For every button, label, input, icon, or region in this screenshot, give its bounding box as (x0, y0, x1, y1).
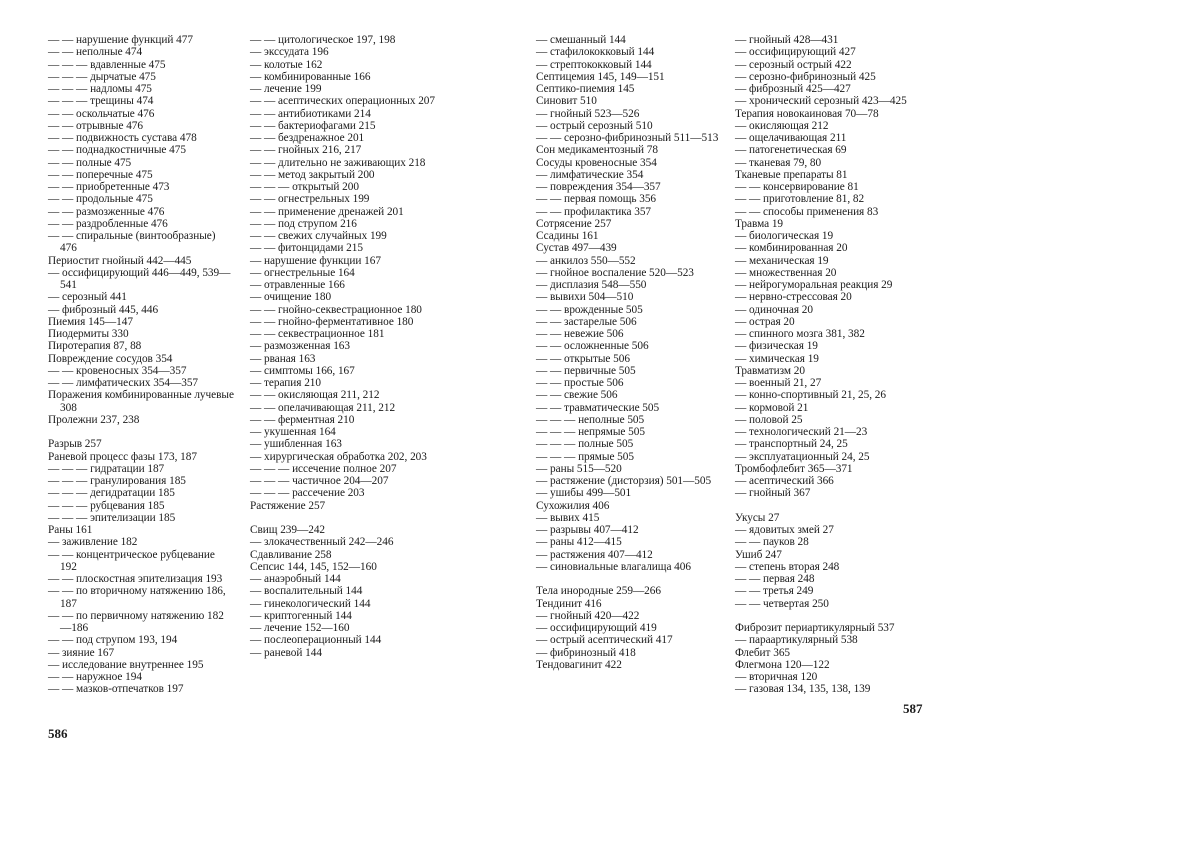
index-entry: — — — неполные 505 (536, 413, 645, 426)
index-entry: — — размозженные 476 (48, 205, 165, 218)
index-entry: Раневой процесс фазы 173, 187 (48, 450, 197, 463)
index-entry: — асептический 366 (735, 475, 834, 487)
index-entry: — раны 412—415 (536, 536, 622, 549)
index-entry: Сон медикаментозный 78 (536, 144, 659, 157)
index-entry: — гнойный 420—422 (536, 609, 640, 622)
index-entry: Синовит 510 (536, 95, 597, 108)
index-entry: Тендовагинит 422 (536, 658, 622, 671)
index-entry: Сосуды кровеносные 354 (536, 156, 657, 169)
index-entry: — — — рубцевания 185 (48, 499, 165, 512)
index-entry: — химическая 19 (735, 352, 819, 365)
index-entry: — лечение 152—160 (250, 622, 350, 634)
index-entry: Травма 19 (735, 217, 784, 230)
index-entry: Пиемия 145—147 (48, 315, 133, 328)
index-entry: Тромбофлебит 365—371 (735, 462, 853, 475)
index-entry: — очищение 180 (250, 291, 332, 304)
index-entry: — оссифицирующий 419 (536, 622, 657, 634)
index-entry: — — — вдавленные 475 (48, 58, 166, 71)
index-entry: — — поперечные 475 (48, 168, 153, 181)
index-entry: Разрыв 257 (48, 438, 102, 451)
index-entry: Сдавливание 258 (250, 548, 332, 561)
index-entry: — — гнойно-ферментативное 180 (250, 315, 414, 328)
index-entry: — — длительно не заживающих 218 (250, 156, 426, 169)
index-entry: — патогенетическая 69 (735, 144, 847, 157)
index-entry: — серозный острый 422 (735, 58, 852, 71)
index-entry: — — нарушение функций 477 (48, 34, 193, 46)
index-entry: — нейрогуморальная реакция 29 (735, 279, 893, 291)
index-entry: — кормовой 21 (735, 401, 809, 414)
index-entry: Тела инородные 259—266 (536, 585, 661, 598)
index-entry: — степень вторая 248 (735, 560, 840, 573)
index-entry: — — продольные 475 (48, 193, 153, 206)
index-entry: Раны 161 (48, 524, 93, 536)
index-entry: — серозно-фибринозный 425 (735, 70, 876, 83)
index-entry: — острая 20 (735, 315, 795, 328)
index-entry: Пиротерапия 87, 88 (48, 340, 142, 353)
index-entry: — злокачественный 242—246 (250, 536, 394, 549)
index-entry: — военный 21, 27 (735, 377, 822, 389)
index-entry: — послеоперационный 144 (250, 634, 382, 647)
index-entry: — — невежие 506 (536, 328, 624, 340)
index-entry: Свищ 239—242 (250, 524, 326, 536)
index-entry: — острый асептический 417 (536, 634, 673, 647)
index-entry: — тканевая 79, 80 (735, 156, 822, 169)
index-entry: — острый серозный 510 (536, 119, 653, 132)
index-entry: Тканевые препараты 81 (735, 168, 848, 181)
index-entry: — — — эпителизации 185 (48, 511, 176, 524)
index-entry: — — приготовление 81, 82 (735, 193, 865, 206)
index-entry: — исследование внутреннее 195 (48, 658, 204, 671)
index-entry: — — кровеносных 354—357 (48, 364, 187, 377)
section-gap (735, 500, 925, 512)
index-entry: — синовиальные влагалища 406 (536, 560, 691, 573)
index-entry: — — — дырчатые 475 (48, 70, 156, 83)
index-entry: — вторичная 120 (735, 671, 818, 683)
index-entry: — — гнойных 216, 217 (250, 144, 362, 157)
index-entry: — — открытые 506 (536, 352, 630, 365)
index-entry: — гнойное воспаление 520—523 (536, 266, 694, 279)
index-entry: Растяжение 257 (250, 499, 326, 512)
index-entry: — — опелачивающая 211, 212 (250, 401, 396, 414)
index-entry: — — спиральные (винтообразные) 476 (48, 230, 216, 255)
index-entry: — повреждения 354—357 (536, 181, 661, 193)
index-entry: — фибринозный 418 (536, 646, 636, 659)
index-entry: — вывихи 504—510 (536, 291, 634, 304)
index-entry: — — асептических операционных 207 (250, 95, 436, 108)
index-entry: — — под струпом 193, 194 (48, 634, 178, 647)
index-entry: — — — иссечение полное 207 (250, 462, 397, 475)
index-entry: — — секвестрационное 181 (250, 328, 385, 340)
index-entry: — — ферментная 210 (250, 413, 355, 426)
index-entry: — криптогенный 144 (250, 609, 352, 622)
index-entry: — — свежие 506 (536, 389, 618, 402)
index-entry: — — антибиотиками 214 (250, 107, 371, 120)
index-entry: — — профилактика 357 (536, 205, 652, 218)
section-gap (536, 573, 722, 585)
index-entry: — параартикулярный 538 (735, 634, 858, 647)
page-number-right: 587 (903, 701, 923, 716)
index-entry: — оссифицирующий 427 (735, 46, 856, 59)
index-entry: — — способы применения 83 (735, 205, 879, 218)
index-entry: — ощелачивающая 211 (735, 132, 847, 144)
index-entry: — — гнойно-секвестрационное 180 (250, 303, 422, 316)
section-gap (735, 610, 925, 622)
index-entry: — разрывы 407—412 (536, 524, 639, 536)
index-entry: — анкилоз 550—552 (536, 254, 636, 267)
index-entry: — — осложненные 506 (536, 340, 649, 353)
index-entry: — — — открытый 200 (250, 181, 359, 193)
index-entry: — огнестрельные 164 (250, 266, 355, 279)
index-entry: — — применение дренажей 201 (250, 205, 404, 218)
index-entry: — газовая 134, 135, 138, 139 (735, 683, 871, 696)
index-entry: — комбинированные 166 (250, 70, 371, 83)
index-entry: Поражения комбинированные лучевые 308 (48, 389, 234, 414)
index-entry: — раны 515—520 (536, 462, 622, 475)
index-entry: — — неполные 474 (48, 46, 143, 59)
index-entry: Повреждение сосудов 354 (48, 352, 173, 365)
index-entry: — рваная 163 (250, 352, 316, 365)
index-entry: — — оскольчатые 476 (48, 107, 155, 120)
index-entry: — половой 25 (735, 413, 803, 426)
index-entry: — хронический серозный 423—425 (735, 95, 907, 108)
index-entry: — — свежих случайных 199 (250, 230, 387, 242)
index-entry: — — — прямые 505 (536, 450, 634, 463)
index-entry: — зияние 167 (48, 646, 115, 659)
index-entry: — — врожденные 505 (536, 303, 643, 316)
index-entry: — укушенная 164 (250, 426, 336, 438)
index-entry: — ушибы 499—501 (536, 487, 632, 500)
index-entry: Ушиб 247 (735, 548, 782, 561)
index-entry: — лечение 199 (250, 83, 322, 95)
index-entry: Укусы 27 (735, 511, 780, 524)
index-entry: — множественная 20 (735, 266, 837, 279)
index-entry: — — простые 506 (536, 377, 624, 389)
index-entry: — — — рассечение 203 (250, 487, 365, 500)
index-entry: — — по первичному натяжению 182—186 (48, 609, 224, 634)
index-entry: — механическая 19 (735, 254, 829, 267)
index-entry: — гнойный 367 (735, 487, 811, 500)
index-entry: — колотые 162 (250, 58, 323, 71)
index-entry: Пролежни 237, 238 (48, 413, 140, 426)
index-entry: Периостит гнойный 442—445 (48, 254, 192, 267)
index-entry: — нарушение функции 167 (250, 254, 381, 267)
index-entry: — — концентрическое рубцевание 192 (48, 548, 215, 573)
index-entry: Травматизм 20 (735, 364, 805, 377)
index-entry: — анаэробный 144 (250, 573, 341, 585)
index-entry: — растяжения 407—412 (536, 548, 653, 561)
index-entry: — гнойный 523—526 (536, 107, 640, 120)
index-entry: — окисляющая 212 (735, 119, 829, 132)
section-gap (250, 512, 436, 524)
index-entry: Пиодермиты 330 (48, 328, 129, 340)
index-entry: — смешанный 144 (536, 34, 626, 46)
index-entry: Тендинит 416 (536, 597, 602, 610)
index-entry: — лимфатические 354 (536, 168, 644, 181)
index-entry: — — консервирование 81 (735, 181, 859, 193)
index-column-3 (536, 34, 722, 671)
index-entry: — — метод закрытый 200 (250, 168, 375, 181)
index-entry: — одиночная 20 (735, 303, 813, 316)
index-entry: — серозный 441 (48, 291, 127, 304)
index-entry: — отравленные 166 (250, 279, 345, 291)
index-entry: — гинекологический 144 (250, 597, 371, 610)
index-entry: — растяжение (дисторзия) 501—505 (536, 475, 712, 487)
index-entry: — — окисляющая 211, 212 (250, 389, 380, 402)
index-entry: Ссадины 161 (536, 230, 599, 242)
index-entry: — физическая 19 (735, 340, 818, 353)
index-entry: — — бездренажное 201 (250, 132, 365, 144)
index-entry: Флегмона 120—122 (735, 658, 830, 671)
index-entry: — симптомы 166, 167 (250, 364, 355, 377)
index-entry: — — под струпом 216 (250, 217, 357, 230)
index-entry: — — первая помощь 356 (536, 193, 657, 206)
index-entry: — спинного мозга 381, 382 (735, 328, 865, 340)
index-entry: — хирургическая обработка 202, 203 (250, 450, 427, 463)
index-entry: — технологический 21—23 (735, 426, 868, 438)
index-entry: — фиброзный 425—427 (735, 83, 851, 95)
index-entry: — фиброзный 445, 446 (48, 303, 159, 316)
index-entry: — заживление 182 (48, 536, 138, 549)
index-entry: — оссифицирующий 446—449, 539—541 (48, 266, 231, 291)
index-entry: — ушибленная 163 (250, 438, 342, 451)
index-entry: — ядовитых змей 27 (735, 524, 834, 536)
index-entry: — — огнестрельных 199 (250, 193, 370, 206)
index-entry: — — поднадкостничные 475 (48, 144, 186, 157)
index-entry: Сотрясение 257 (536, 217, 612, 230)
index-entry: — эксплуатационный 24, 25 (735, 450, 870, 463)
index-entry: — — первая 248 (735, 573, 815, 585)
index-entry: — — мазков-отпечатков 197 (48, 683, 184, 696)
index-entry: — — лимфатических 354—357 (48, 377, 199, 389)
index-entry: — биологическая 19 (735, 230, 834, 242)
index-entry: — терапия 210 (250, 377, 321, 389)
index-entry: — — пауков 28 (735, 536, 809, 549)
index-entry: — комбинированная 20 (735, 242, 848, 255)
index-entry: — — третья 249 (735, 585, 814, 598)
index-entry: — стафилококковый 144 (536, 46, 655, 59)
index-entry: — — полные 475 (48, 156, 132, 169)
index-entry: — — застарелые 506 (536, 315, 637, 328)
index-entry: Флебит 365 (735, 646, 791, 659)
index-entry: Септицемия 145, 149—151 (536, 70, 665, 83)
page-number-left: 586 (48, 726, 68, 741)
index-entry: — — плоскостная эпителизация 193 (48, 573, 223, 585)
index-entry: — — — гидратации 187 (48, 462, 165, 475)
index-entry: — — подвижность сустава 478 (48, 132, 197, 144)
index-entry: — транспортный 24, 25 (735, 438, 848, 451)
index-entry: — — — непрямые 505 (536, 426, 645, 438)
index-entry: — раневой 144 (250, 646, 322, 659)
index-entry: — вывих 415 (536, 511, 600, 524)
index-entry: — — цитологическое 197, 198 (250, 34, 396, 46)
index-entry: — — серозно-фибринозный 511—513 (536, 132, 719, 144)
index-entry: — — по вторичному натяжению 186, 187 (48, 585, 226, 610)
index-entry: — гнойный 428—431 (735, 34, 839, 46)
index-entry: Сепсис 144, 145, 152—160 (250, 560, 377, 573)
index-entry: — экссудата 196 (250, 46, 329, 59)
index-column-2 (250, 34, 436, 659)
index-entry: — — отрывные 476 (48, 119, 144, 132)
index-entry: — — четвертая 250 (735, 597, 829, 610)
index-entry: — — — частичное 204—207 (250, 475, 389, 487)
index-entry: — конно-спортивный 21, 25, 26 (735, 389, 886, 402)
index-entry: — — травматические 505 (536, 401, 660, 414)
index-entry: — — — дегидратации 185 (48, 487, 175, 500)
index-entry: Терапия новокаиновая 70—78 (735, 107, 879, 120)
index-entry: — воспалительный 144 (250, 585, 363, 598)
index-entry: Сустав 497—439 (536, 242, 617, 255)
index-entry: — — — надломы 475 (48, 83, 152, 95)
index-column-4 (735, 34, 925, 696)
index-entry: — — бактериофагами 215 (250, 119, 376, 132)
index-column-1 (48, 34, 234, 696)
index-entry: — размозженная 163 (250, 340, 350, 353)
index-entry: — — приобретенные 473 (48, 181, 170, 193)
index-entry: — — раздробленные 476 (48, 217, 168, 230)
index-entry: — — — полные 505 (536, 438, 634, 451)
index-entry: — стрептококковый 144 (536, 58, 652, 71)
index-entry: Септико-пиемия 145 (536, 83, 635, 95)
index-entry: Фиброзит периартикулярный 537 (735, 622, 895, 634)
section-gap (48, 426, 234, 438)
index-entry: Сухожилия 406 (536, 499, 610, 512)
index-entry: — — — гранулирования 185 (48, 475, 186, 487)
index-entry: — — фитонцидами 215 (250, 242, 363, 255)
index-entry: — дисплазия 548—550 (536, 279, 647, 291)
index-entry: — нервно-стрессовая 20 (735, 291, 852, 304)
index-entry: — — наружное 194 (48, 671, 142, 683)
index-entry: — — первичные 505 (536, 364, 636, 377)
index-entry: — — — трещины 474 (48, 95, 154, 108)
